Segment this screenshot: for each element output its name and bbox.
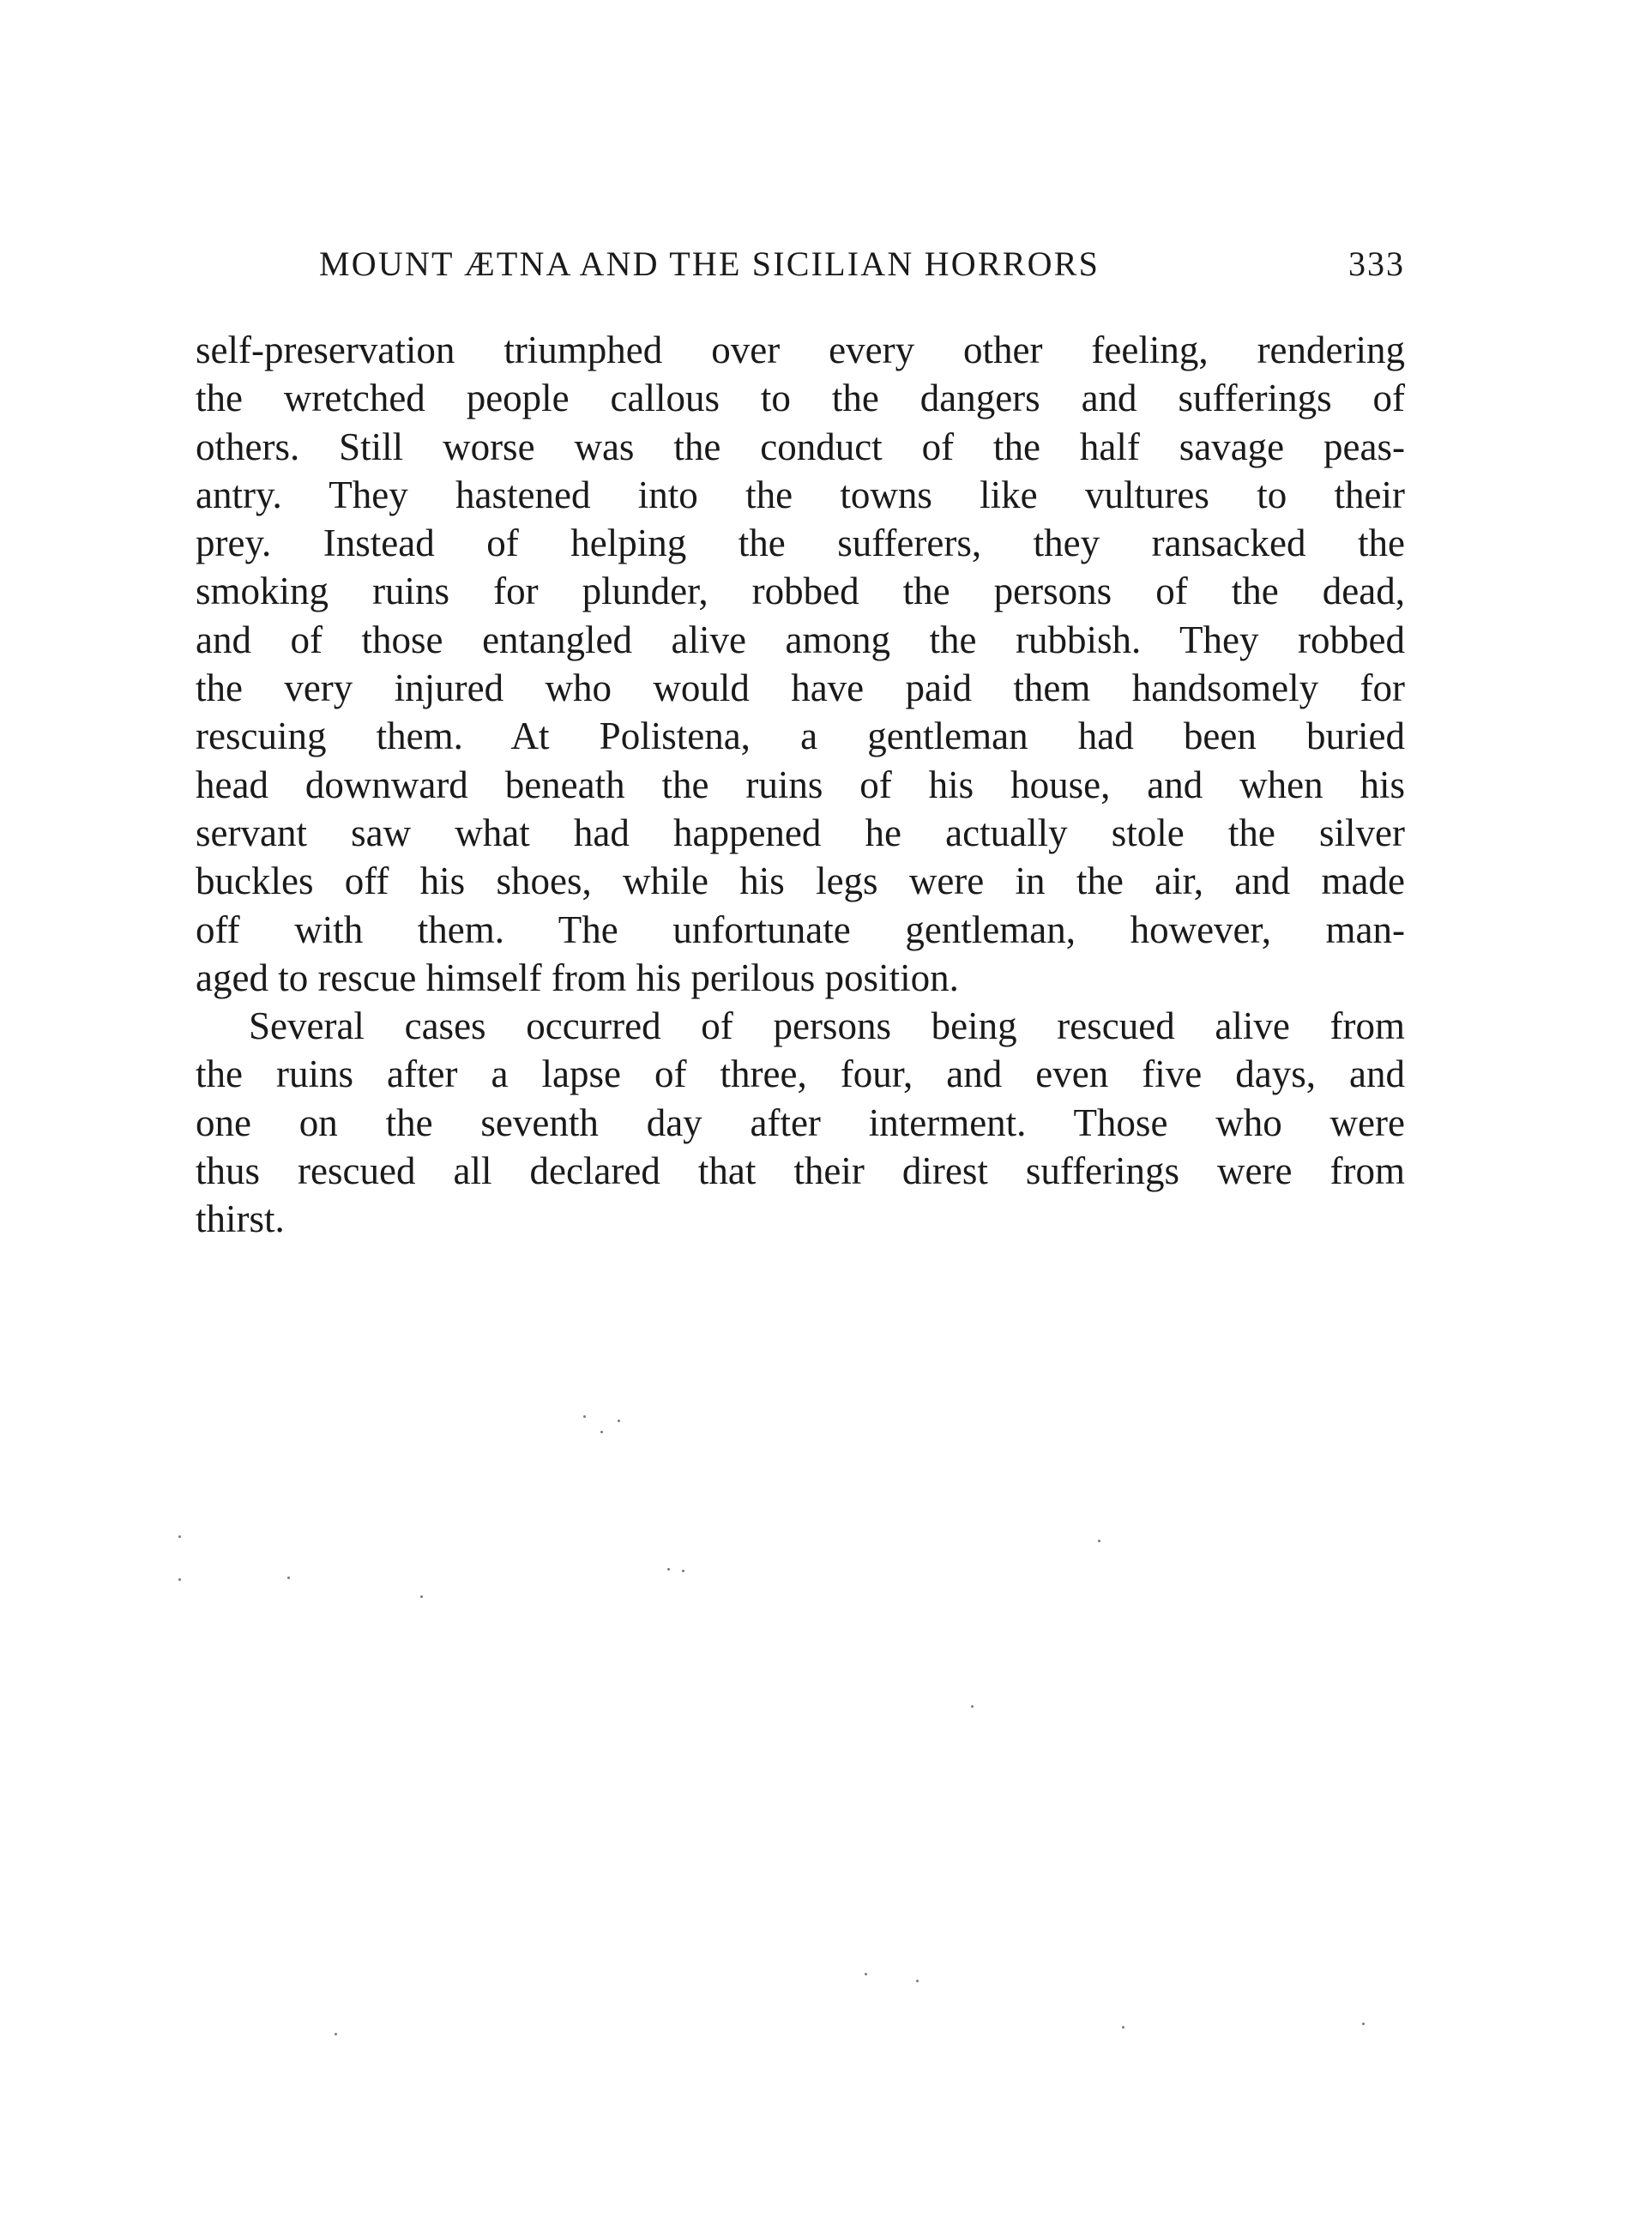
scan-speck — [420, 1595, 423, 1598]
text-line: the wretched people callous to the dangers and sufferings of — [196, 377, 1405, 420]
page-number: 333 — [1348, 244, 1405, 283]
text-line: the very injured who would have paid them handsomely for — [196, 666, 1405, 710]
scan-speck — [682, 1570, 684, 1572]
text-line: servant saw what had happened he actually stole the silver — [196, 811, 1405, 854]
scan-speck — [600, 1431, 603, 1433]
scan-speck — [1122, 2026, 1124, 2029]
scan-speck — [178, 1535, 181, 1538]
scan-speck — [1098, 1540, 1100, 1542]
scan-speck — [618, 1420, 620, 1422]
text-line: thirst. — [196, 1197, 285, 1241]
paragraph-2 — [196, 1002, 1405, 1243]
text-line: buckles off his shoes, while his legs were in the air, and made — [196, 859, 1405, 903]
text-line: others. Still worse was the conduct of the half savage peas- — [196, 425, 1405, 468]
scan-speck — [287, 1577, 290, 1579]
scan-speck — [916, 1980, 919, 1982]
text-line: Several cases occurred of persons being rescued alive from — [249, 1004, 1405, 1048]
scan-speck — [178, 1578, 181, 1581]
text-line: one on the seventh day after interment. Those who were — [196, 1100, 1405, 1144]
text-line: off with them. The unfortunate gentleman, however, man- — [196, 907, 1405, 951]
running-title: MOUNT ÆTNA AND THE SICILIAN HORRORS — [319, 244, 1100, 283]
text-line: rescuing them. At Polistena, a gentleman had been buried — [196, 715, 1405, 758]
text-line: prey. Instead of helping the sufferers, they ransacked the — [196, 522, 1405, 565]
text-line: self-preservation triumphed over every other feeling, rendering — [196, 329, 1405, 371]
scan-speck — [865, 1973, 867, 1975]
text-line: aged to rescue himself from his perilous position. — [196, 956, 959, 999]
scan-speck — [335, 2033, 337, 2035]
text-line: and of those entangled alive among the rubbish. They robbed — [196, 618, 1405, 661]
scan-speck — [971, 1705, 974, 1708]
paragraph-1 — [196, 326, 1405, 1002]
text-line: thus rescued all declared that their direst sufferings were from — [196, 1149, 1405, 1193]
text-line: the ruins after a lapse of three, four, and even five days, and — [196, 1052, 1405, 1096]
running-head — [196, 238, 1405, 290]
text-line: antry. They hastened into the towns like vultures to their — [196, 473, 1405, 516]
scan-speck — [583, 1415, 586, 1418]
scan-speck — [667, 1568, 670, 1571]
text-line: smoking ruins for plunder, robbed the persons of the dead, — [196, 570, 1405, 613]
scan-speck — [1362, 2023, 1365, 2025]
text-line: head downward beneath the ruins of his house, and when his — [196, 763, 1405, 806]
body-text — [196, 326, 1405, 1244]
